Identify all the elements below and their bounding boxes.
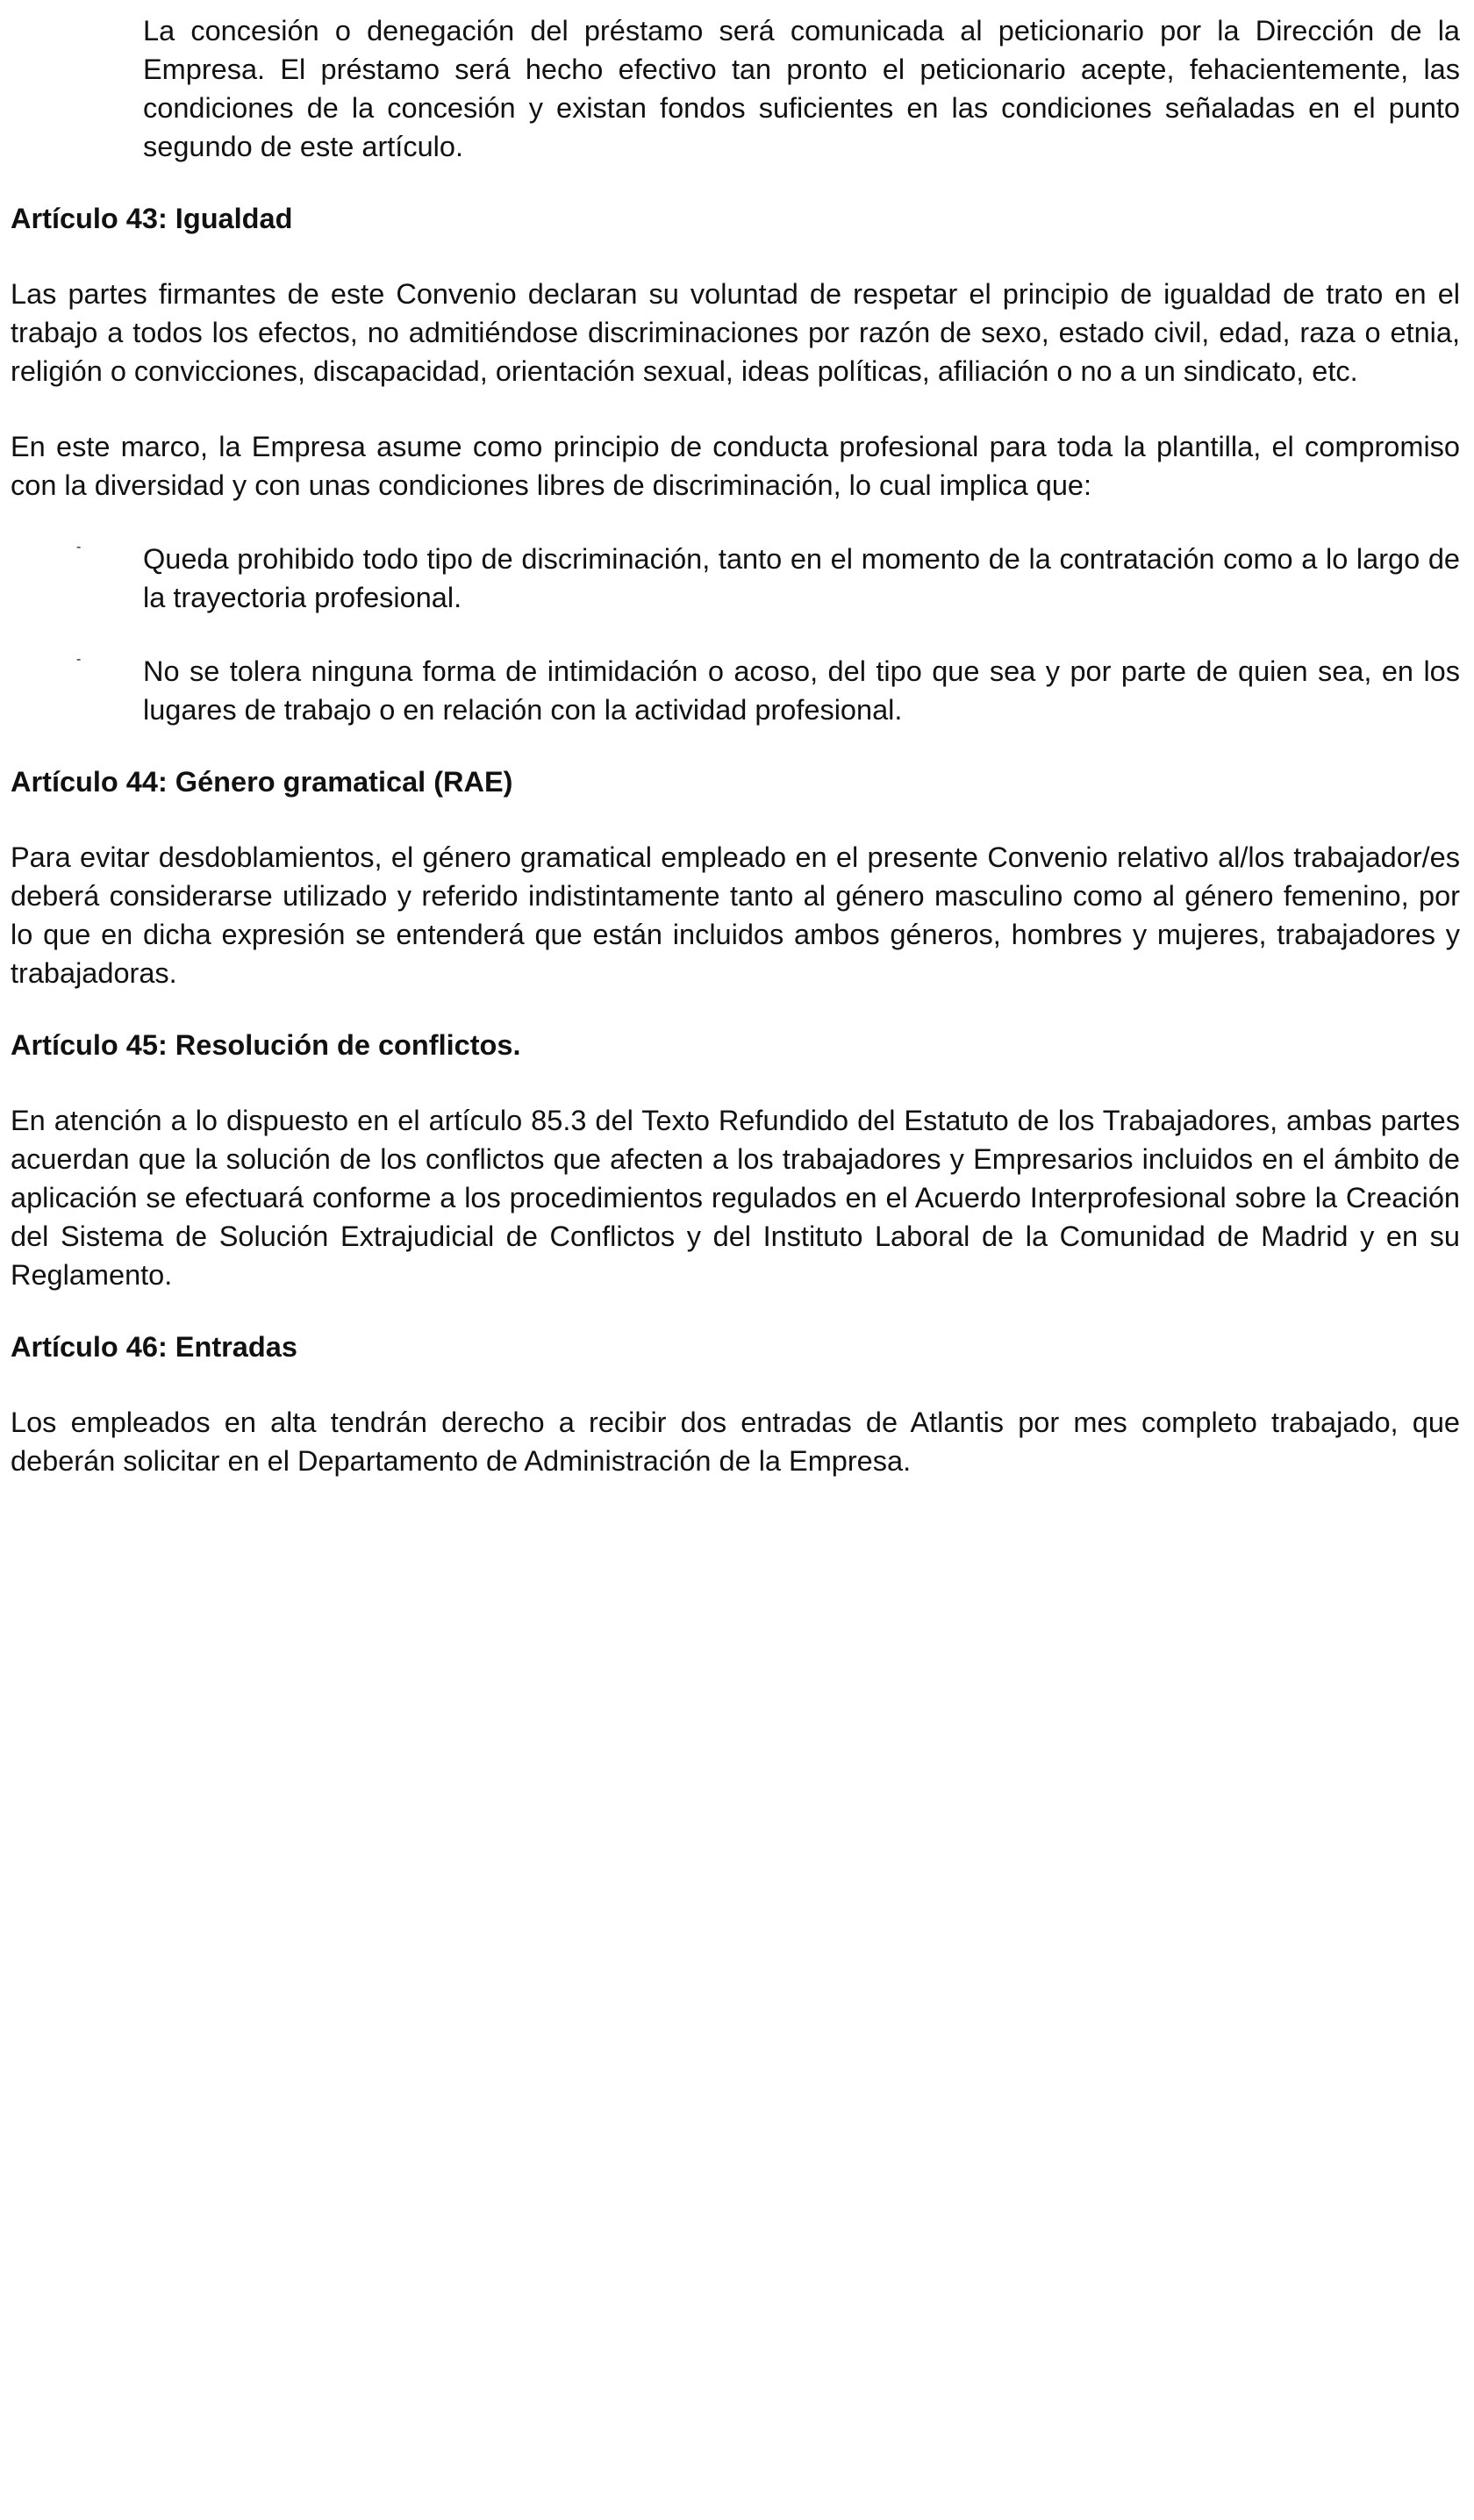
- article-43-paragraph-1: Las partes firmantes de este Convenio declaran su voluntad de respetar el principio de igualdad de trato en el trabajo a todos los efectos, no admitiéndose discriminaciones por razón de sexo, estado civil, edad, raza o etnia, religión o convicciones, discapacidad, orientación sexual, ideas políticas, afiliación o no a un sindicato, etc.: [11, 278, 1460, 387]
- document-page: [11, 0, 1460, 1480]
- article-46-heading: Artículo 46: Entradas: [11, 1331, 297, 1363]
- list-bullet: -: [76, 652, 82, 667]
- intro-paragraph: La concesión o denegación del préstamo será comunicada al peticionario por la Dirección de la Empresa. El préstamo será hecho efectivo tan pronto el peticionario acepte, fehacientemente, las condiciones de la concesión y existan fondos suficientes en las condiciones señaladas en el punto segundo de este artículo.: [143, 15, 1460, 162]
- article-45-heading: Artículo 45: Resolución de conflictos.: [11, 1029, 521, 1061]
- list-item-text: No se tolera ninguna forma de intimidación o acoso, del tipo que sea y por parte de quien sea, en los lugares de trabajo o en relación con la actividad profesional.: [143, 655, 1460, 726]
- article-44-heading: Artículo 44: Género gramatical (RAE): [11, 766, 513, 798]
- list-item: [11, 540, 1460, 617]
- article-44-paragraph: Para evitar desdoblamientos, el género gramatical empleado en el presente Convenio relativo al/los trabajador/es deberá considerarse utilizado y referido indistintamente tanto al género masculino como al género femenino, por lo que en dicha expresión se entenderá que están incluidos ambos géneros, hombres y mujeres, trabajadores y trabajadoras.: [11, 841, 1460, 989]
- article-46-paragraph: Los empleados en alta tendrán derecho a recibir dos entradas de Atlantis por mes completo trabajado, que deberán solicitar en el Departamento de Administración de la Empresa.: [11, 1407, 1460, 1477]
- article-43-paragraph-2: En este marco, la Empresa asume como principio de conducta profesional para toda la plantilla, el compromiso con la diversidad y con unas condiciones libres de discriminación, lo cual implica que:: [11, 431, 1460, 501]
- list-bullet: -: [76, 540, 82, 555]
- list-item: [11, 652, 1460, 729]
- article-45-paragraph: En atención a lo dispuesto en el artículo 85.3 del Texto Refundido del Estatuto de los Trabajadores, ambas partes acuerdan que la solución de los conflictos que afecten a los trabajadores y Empresarios incluidos en el ámbito de aplicación se efectuará conforme a los procedimientos regulados en el Acuerdo Interprofesional sobre la Creación del Sistema de Solución Extrajudicial de Conflictos y del Instituto Laboral de la Comunidad de Madrid y en su Reglamento.: [11, 1105, 1460, 1291]
- list-item-text: Queda prohibido todo tipo de discriminación, tanto en el momento de la contratación como a lo largo de la trayectoria profesional.: [143, 543, 1460, 613]
- article-43-heading: Artículo 43: Igualdad: [11, 203, 293, 234]
